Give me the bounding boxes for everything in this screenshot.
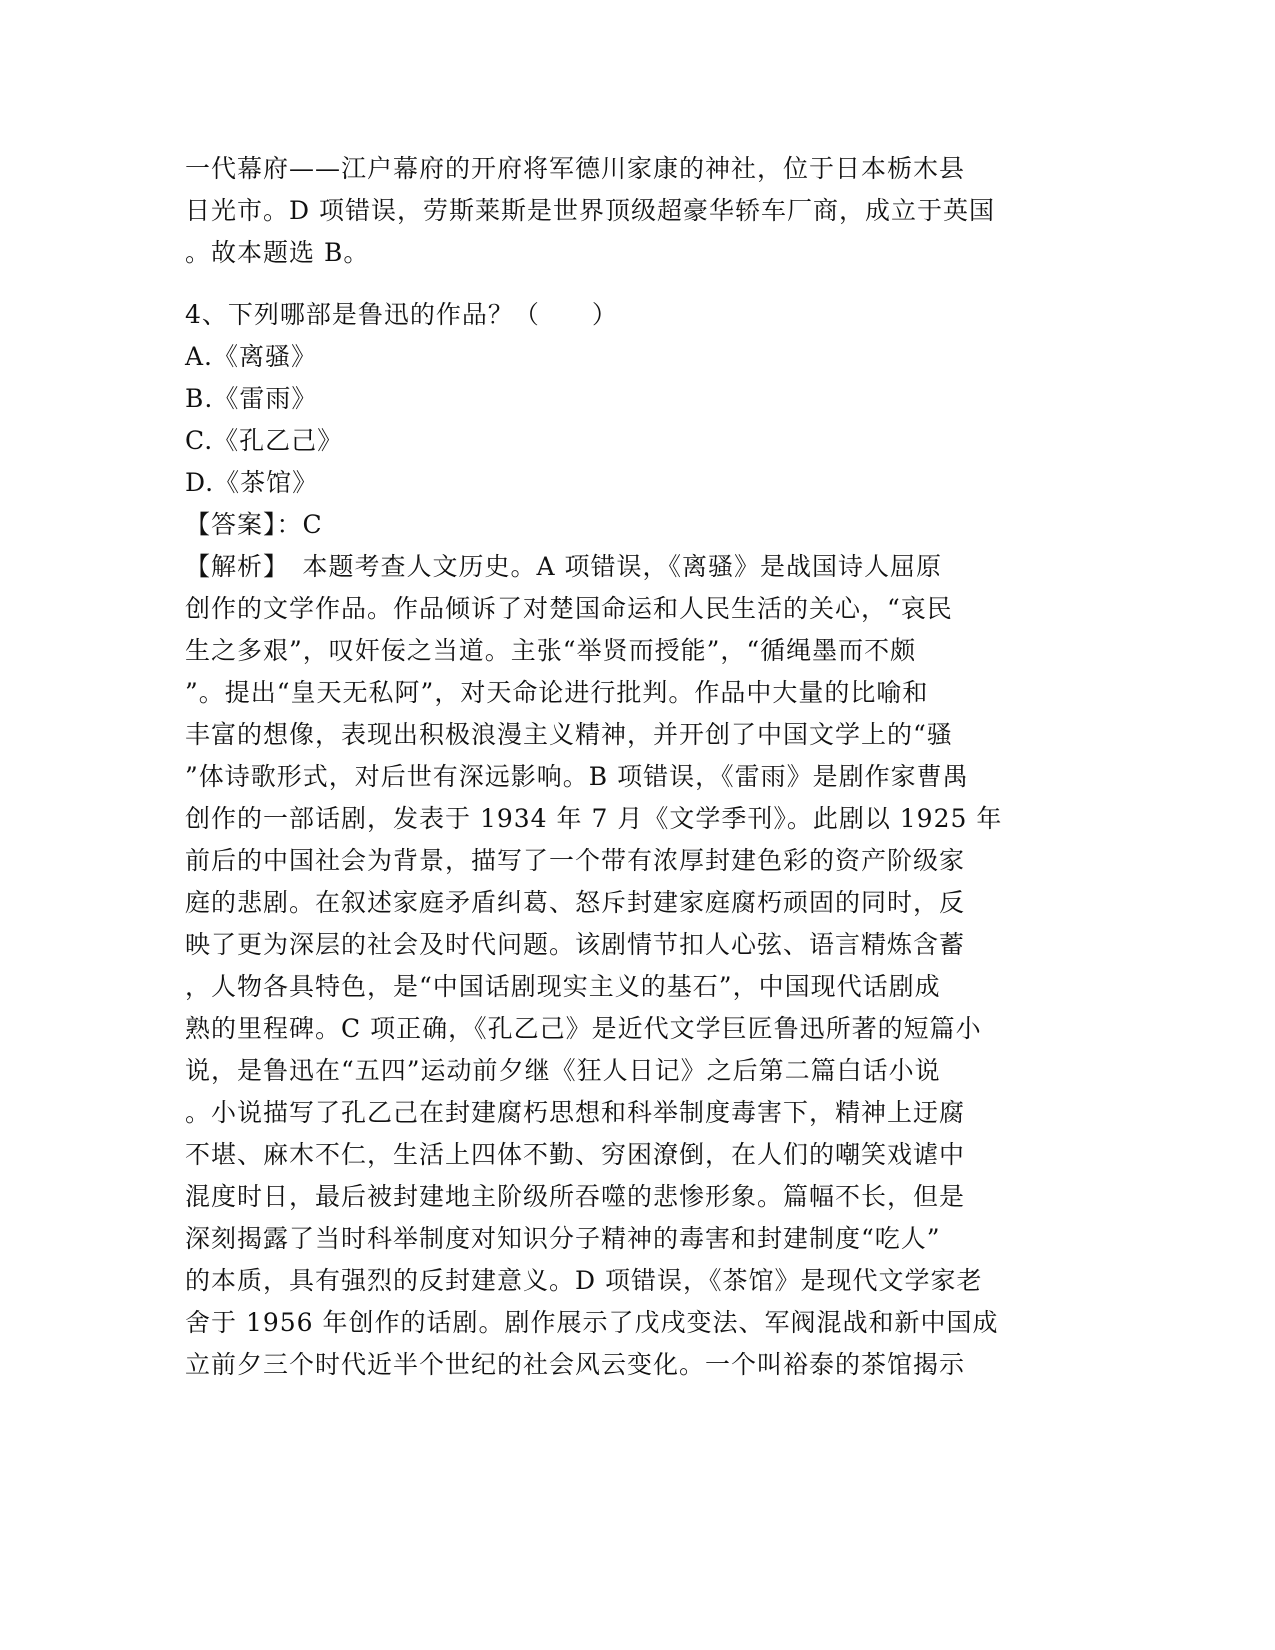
analysis-line: 丰富的想像，表现出积极浪漫主义精神，并开创了中国文学上的“骚 [185, 720, 953, 749]
analysis-line: 前后的中国社会为背景，描写了一个带有浓厚封建色彩的资产阶级家 [185, 846, 966, 875]
analysis-line: 混度时日，最后被封建地主阶级所吞噬的悲惨形象。篇幅不长，但是 [185, 1182, 966, 1211]
analysis-line: 创作的一部话剧，发表于 1934 年 7 月《文学季刊》。此剧以 1925 年 [185, 804, 1003, 833]
page-content [185, 148, 1065, 1386]
previous-answer-continuation [185, 148, 1065, 274]
option-c: C.《孔乙己》 [185, 426, 344, 455]
option-d: D.《茶馆》 [185, 468, 319, 497]
text-line: 一代幕府——江户幕府的开府将军德川家康的神社，位于日本栃木县 [185, 154, 966, 183]
text-line: 。故本题选 B。 [185, 238, 370, 267]
analysis-line: 【解析】 本题考查人文历史。A 项错误，《离骚》是战国诗人屈原 [185, 552, 943, 581]
analysis-line: 的本质，具有强烈的反封建意义。D 项错误，《茶馆》是现代文学家老 [185, 1266, 983, 1295]
paragraph-gap [185, 274, 1065, 294]
analysis-line: 庭的悲剧。在叙述家庭矛盾纠葛、怒斥封建家庭腐朽顽固的同时，反 [185, 888, 966, 917]
analysis-line: 映了更为深层的社会及时代问题。该剧情节扣人心弦、语言精炼含蓄 [185, 930, 966, 959]
analysis-line: ”。提出“皇天无私阿”，对天命论进行批判。作品中大量的比喻和 [185, 678, 929, 707]
analysis-line: 熟的里程碑。C 项正确，《孔乙己》是近代文学巨匠鲁迅所著的短篇小 [185, 1014, 982, 1043]
text-line: 日光市。D 项错误，劳斯莱斯是世界顶级超豪华轿车厂商，成立于英国 [185, 196, 995, 225]
question-stem: 4、下列哪部是鲁迅的作品？（ ） [185, 300, 618, 329]
analysis-line: 深刻揭露了当时科举制度对知识分子精神的毒害和封建制度“吃人” [185, 1224, 941, 1253]
answer-line: 【答案】：C [185, 510, 323, 539]
analysis-line: 。小说描写了孔乙己在封建腐朽思想和科举制度毒害下，精神上迂腐 [185, 1098, 966, 1127]
analysis-line: 说，是鲁迅在“五四”运动前夕继《狂人日记》之后第二篇白话小说 [185, 1056, 941, 1085]
analysis-line: 生之多艰”，叹奸佞之当道。主张“举贤而授能”，“循绳墨而不颇 [185, 636, 917, 665]
analysis-line: 立前夕三个时代近半个世纪的社会风云变化。一个叫裕泰的茶馆揭示 [185, 1350, 966, 1379]
analysis-line: 不堪、麻木不仁，生活上四体不勤、穷困潦倒，在人们的嘲笑戏谑中 [185, 1140, 966, 1169]
option-b: B.《雷雨》 [185, 384, 318, 413]
analysis-line: 创作的文学作品。作品倾诉了对楚国命运和人民生活的关心，“哀民 [185, 594, 953, 623]
analysis-text [185, 546, 1065, 1386]
question-block [185, 294, 1065, 1386]
analysis-line: ，人物各具特色，是“中国话剧现实主义的基石”，中国现代话剧成 [185, 972, 941, 1001]
option-a: A.《离骚》 [185, 342, 318, 371]
analysis-line: ”体诗歌形式，对后世有深远影响。B 项错误，《雷雨》是剧作家曹禺 [185, 762, 969, 791]
analysis-line: 舍于 1956 年创作的话剧。剧作展示了戊戌变法、军阀混战和新中国成 [185, 1308, 999, 1337]
